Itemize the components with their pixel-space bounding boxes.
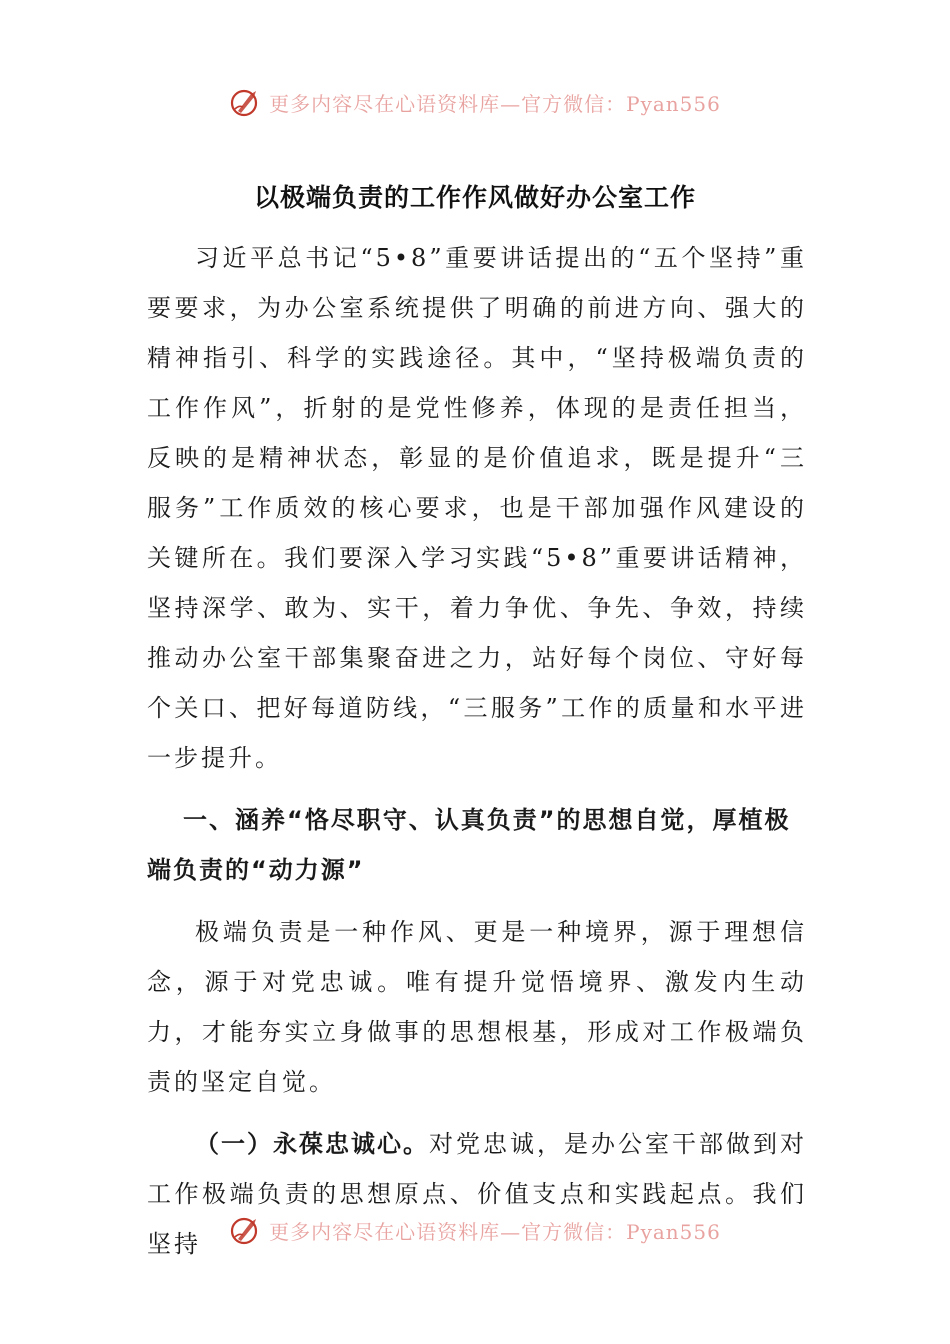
subsection-1-lead: （一）永葆忠诚心。 xyxy=(195,1130,429,1158)
watermark-banner-top xyxy=(0,80,950,124)
pen-nib-circle-icon xyxy=(229,1213,263,1247)
subsection-1-text: 对党忠诚，是办公室干部做到对工作极端负责的思想原点、价值支点和实践起点。我们坚持 xyxy=(147,1130,807,1258)
watermark-banner-bottom xyxy=(0,1208,950,1252)
section-1-heading: 一、涵养“恪尽职守、认真负责”的思想自觉，厚植极端负责的“动力源” xyxy=(147,806,791,884)
document-title: 以极端负责的工作作风做好办公室工作 xyxy=(253,183,696,212)
pen-nib-circle-icon xyxy=(229,85,263,119)
watermark-text: 更多内容尽在心语资料库—官方微信：Pyan556 xyxy=(269,91,721,116)
section-1-paragraph: 极端负责是一种作风、更是一种境界，源于理想信念，源于对党忠诚。唯有提升觉悟境界、激发内生动力，才能夯实立身做事的思想根基，形成对工作极端负责的坚定自觉。 xyxy=(147,918,807,1096)
watermark-text: 更多内容尽在心语资料库—官方微信：Pyan556 xyxy=(269,1219,721,1244)
document-body xyxy=(147,233,807,1269)
intro-paragraph: 习近平总书记“5•8”重要讲话提出的“五个坚持”重要要求，为办公室系统提供了明确的前进方向、强大的精神指引、科学的实践途径。其中，“坚持极端负责的工作作风”，折射的是党性修养，体现的是责任担当，反映的是精神状态，彰显的是价值追求，既是提升“三服务”工作质效的核心要求，也是干部加强作风建设的关键所在。我们要深入学习实践“5•8”重要讲话精神，坚持深学、敢为、实干，着力争优、争先、争效，持续推动办公室干部集聚奋进之力，站好每个岗位、守好每个关口、把好每道防线，“三服务”工作的质量和水平进一步提升。 xyxy=(147,244,807,772)
